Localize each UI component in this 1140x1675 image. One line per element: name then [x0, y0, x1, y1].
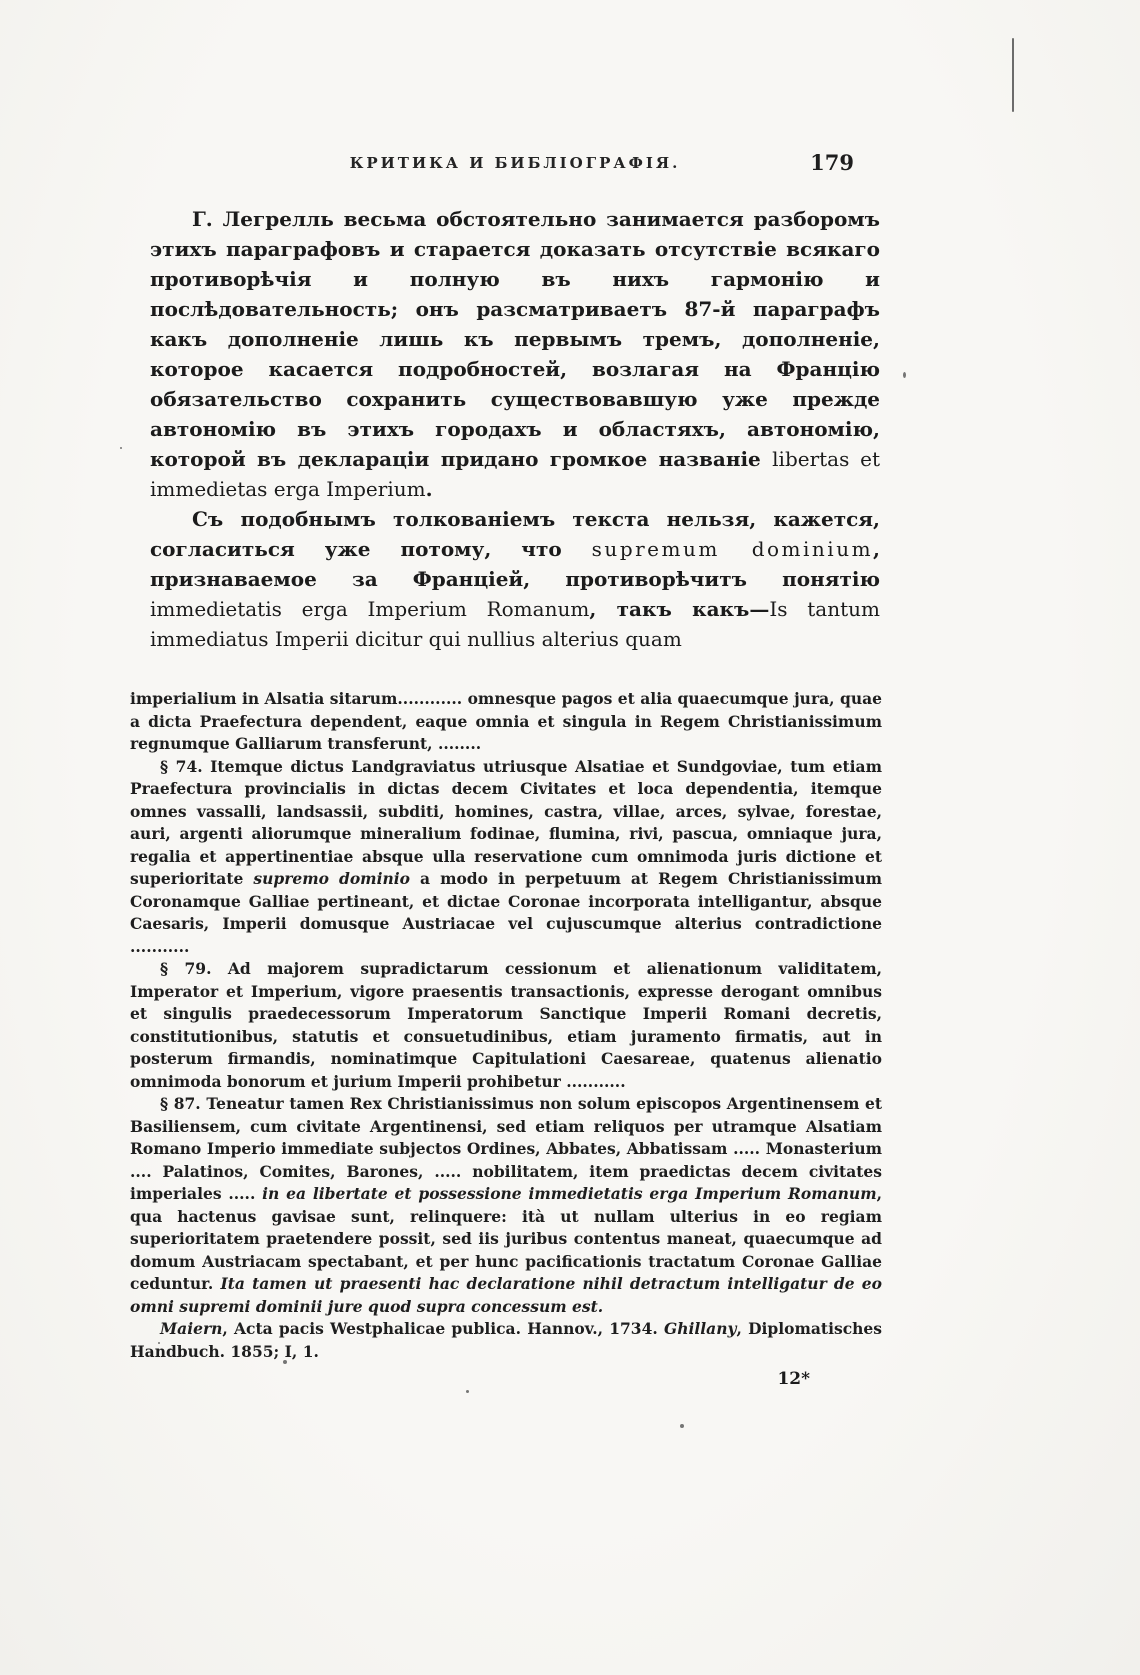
paragraph [130, 688, 882, 756]
text-segment: a modo in perpetuum at Regem Christianissimum Coronamque Galliae pertineant, et dictae Coronae incorporata intelligantur, absque Caesaris, Imperii domusque Austriacae vel cujuscumque alterius contradictione ........... [130, 869, 882, 956]
page-number: 179 [810, 150, 854, 175]
page-header [150, 150, 880, 176]
paragraph [130, 1318, 882, 1363]
text-segment: , Diplomatisches Handbuch. 1855; I, 1. [130, 1319, 883, 1361]
printer-signature: 12* [777, 1369, 810, 1389]
footnote-block [130, 688, 882, 1363]
scan-artifact-speck [466, 1390, 469, 1393]
text-segment: Ghillany [663, 1319, 737, 1338]
text-segment: . [425, 477, 433, 501]
scan-artifact-speck [903, 372, 906, 378]
text-segment: § 87. Teneatur tamen Rex Christianissimus non solum episcopos Argentinensem et Basiliensem, cum civitate Argentinensi, sed etiam reliquos per utramque Alsatiam Romano Imperio immediate subjectos Ordines, Abbates, Abbatissam ..... Monasterium .... Palatinos, Comites, Barones, ..... nobilitatem, item praedictas decem civitates imperiales ..... [130, 1094, 882, 1203]
text-segment: , qua hactenus gavisae sunt, relinquere: ità ut nullam ulterius in eo regiam superioritatem praetendere possit, sed iis juribus contentus maneat, quaecumque ad domum Austriacam spectabant, et per hunc pacificationis tractatum Coronae Galliae ceduntur. [130, 1184, 883, 1293]
scan-artifact-speck [680, 1424, 684, 1428]
text-segment: Ita tamen ut praesenti hac declaratione nihil detractum intelligatur de eo omni supremi dominii jure quod supra concessum est. [130, 1274, 883, 1316]
text-segment: immedietatis erga Imperium Romanum [150, 597, 590, 621]
text-block [130, 150, 883, 1389]
running-title: КРИТИКА И БИБЛІОГРАФІЯ. [349, 154, 681, 172]
scan-artifact-line [1012, 38, 1014, 112]
paragraph [130, 756, 882, 959]
text-segment: supremum dominium [591, 537, 874, 561]
text-segment: , признаваемое за Франціей, противорѣчитъ понятію [150, 537, 881, 591]
scan-artifact-speck [120, 447, 122, 449]
text-segment: Г. Легрелль весьма обстоятельно занимается разборомъ этихъ параграфовъ и старается доказать отсутствіе всякаго противорѣчія и полную въ нихъ гармонію и послѣдовательность; онъ разсматриваетъ 87-й параграфъ какъ дополненіе лишь къ первымъ тремъ, дополненіе, которое касается подробностей, возлагая на Францію обязательство сохранить существовавшую уже прежде автономію въ этихъ городахъ и областяхъ, автономію, которой въ деклараціи придано громкое названіе [150, 207, 880, 471]
text-segment: § 74. Itemque dictus Landgraviatus utriusque Alsatiae et Sundgoviae, tum etiam Praefectura provincialis in dictas decem Civitates et loca dependentia, itemque omnes vassalli, landsassii, subditi, homines, castra, villae, arces, sylvae, forestae, auri, argenti aliorumque mineralium fodinae, flumina, rivi, pascua, omniaque jura, regalia et appertinentiae absque ulla reservatione cum omnimoda juris dictione et superioritate [130, 756, 882, 888]
paragraph [150, 204, 880, 504]
text-segment: supremo dominio [253, 869, 410, 888]
text-segment: Maiern [160, 1319, 223, 1338]
main-body-text [150, 204, 880, 654]
text-segment: , такъ какъ— [589, 597, 770, 621]
text-segment: Is tantum immediatus Imperii dicitur qui nullius alterius quam [150, 597, 880, 651]
text-segment: libertas et immedietas erga Imperium [150, 447, 881, 501]
paragraph [130, 1093, 882, 1318]
text-segment: imperialium in Alsatia sitarum............ omnesque pagos et alia quaecumque jura, quae a dicta Praefectura dependent, eaque omnia et singula in Regem Christianissimum regnumque Galliarum transferunt, ........ [130, 689, 882, 753]
text-segment: , Acta pacis Westphalicae publica. Hannov., 1734. [222, 1319, 664, 1338]
text-segment: Съ подобнымъ толкованіемъ текста нельзя, кажется, согласиться уже потому, что [150, 507, 880, 561]
text-segment: § 79. Ad majorem supradictarum cessionum et alienationum validitatem, Imperator et Imperium, vigore praesentis transactionis, expresse derogant omnibus et singulis praedecessorum Imperatorum Sanctique Imperii Romani decretis, constitutionibus, statutis et consuetudinibus, etiam juramento firmatis, aut in posterum firmandis, nominatimque Capitulationi Caesareae, quatenus alienatio omnimoda bonorum et jurium Imperii prohibetur ........... [130, 959, 882, 1091]
paragraph [150, 504, 880, 654]
paragraph [130, 958, 882, 1093]
text-segment: in ea libertate et possessione immedietatis erga Imperium Romanum [262, 1184, 877, 1203]
